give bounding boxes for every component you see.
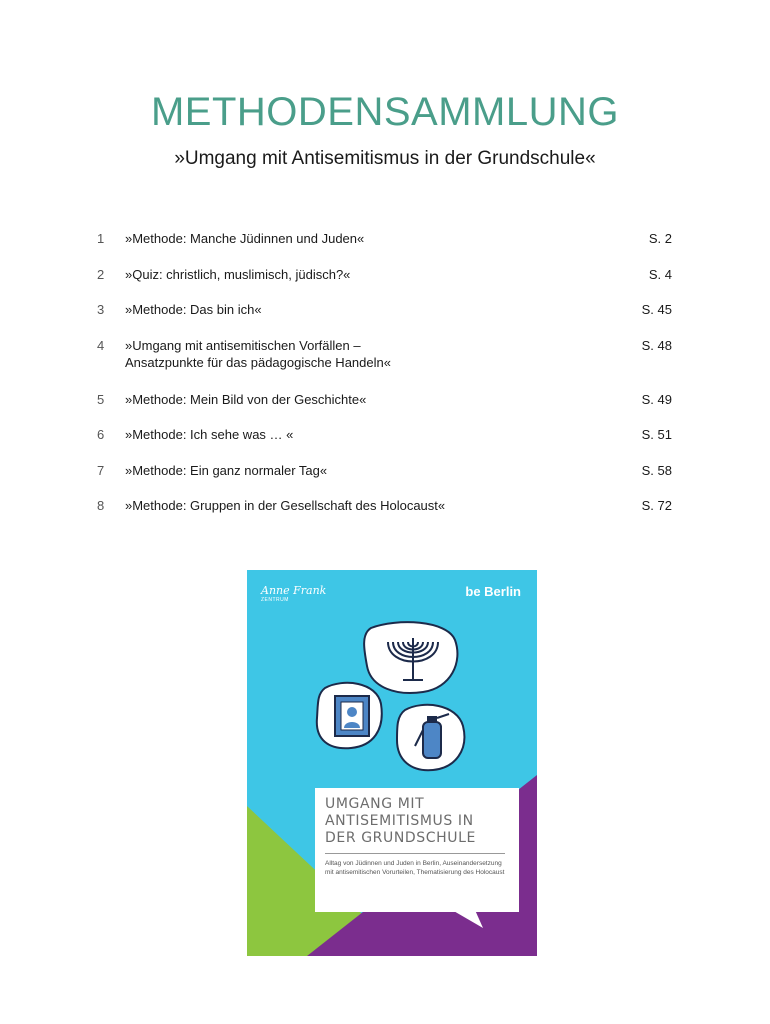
- toc-number: 3: [97, 302, 105, 317]
- toc-number: 7: [97, 463, 105, 478]
- toc-title: »Methode: Mein Bild von der Geschichte«: [125, 392, 367, 407]
- toc-page: S. 45: [641, 302, 672, 317]
- toc-number: 1: [97, 231, 105, 246]
- toc-number: 5: [97, 392, 105, 407]
- cover-title-line: ANTISEMITISMUS IN: [325, 813, 474, 829]
- toc-title: »Methode: Ich sehe was … «: [125, 427, 294, 442]
- toc-title: »Umgang mit antisemitischen Vorfällen – Ansatzpunkte für das pädagogische Handeln«: [125, 338, 391, 370]
- toc-title: »Quiz: christlich, muslimisch, jüdisch?«: [125, 267, 351, 282]
- toc-number: 2: [97, 267, 105, 282]
- toc-title: »Methode: Das bin ich«: [125, 302, 262, 317]
- toc-number: 8: [97, 498, 105, 513]
- cover-subtitle: Alltag von Jüdinnen und Juden in Berlin, Auseinandersetzung mit antisemitischen Vorurteilen, Thematisierung des Holocaust: [325, 860, 505, 876]
- toc-number: 6: [97, 427, 105, 442]
- toc-page: S. 51: [641, 427, 672, 442]
- anne-frank-logo: Anne Frank ZENTRUM: [261, 584, 327, 603]
- toc-number: 4: [97, 338, 105, 353]
- toc-page: S. 4: [648, 267, 672, 282]
- portrait-frame-icon: [317, 683, 382, 748]
- fire-extinguisher-icon: [397, 705, 464, 770]
- toc-page: S. 49: [641, 392, 672, 407]
- toc-page: S. 2: [648, 231, 672, 246]
- toc-page: S. 58: [641, 463, 672, 478]
- cover-title-line: DER GRUNDSCHULE: [325, 830, 476, 846]
- cover-title: [325, 796, 519, 847]
- page-title: METHODENSAMMLUNG: [150, 90, 620, 134]
- page-subtitle: »Umgang mit Antisemitismus in der Grundschule«: [174, 148, 596, 169]
- toc-title: »Methode: Manche Jüdinnen und Juden«: [125, 231, 365, 246]
- be-berlin-logo: be Berlin: [465, 584, 521, 599]
- cover-title-box: [315, 788, 519, 912]
- toc-page: S. 72: [641, 498, 672, 513]
- book-cover-image: [247, 570, 537, 956]
- toc-page: S. 48: [641, 338, 672, 353]
- toc-title: »Methode: Gruppen in der Gesellschaft des Holocaust«: [125, 498, 446, 513]
- cover-title-line: UMGANG MIT: [325, 796, 425, 812]
- toc-title: »Methode: Ein ganz normaler Tag«: [125, 463, 328, 478]
- menorah-icon: [364, 622, 457, 693]
- divider: [325, 853, 505, 854]
